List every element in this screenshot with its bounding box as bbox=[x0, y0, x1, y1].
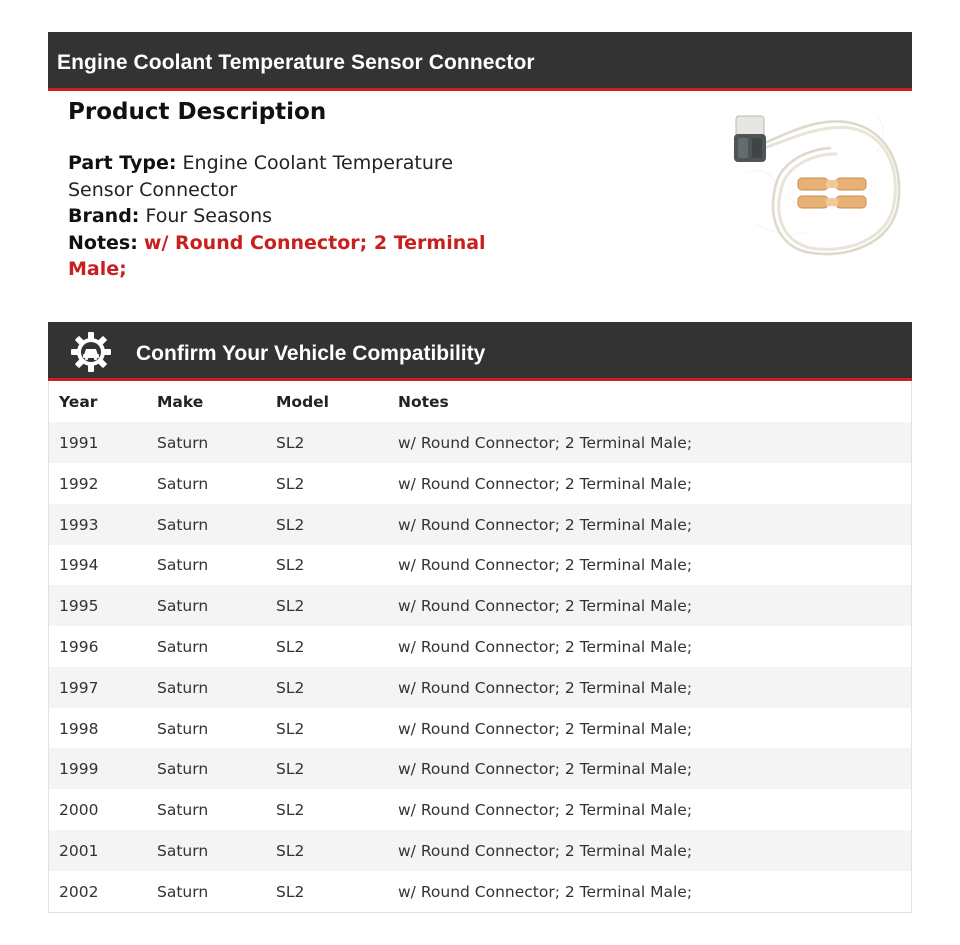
cell-notes: w/ Round Connector; 2 Terminal Male; bbox=[398, 678, 693, 697]
table-row bbox=[49, 667, 911, 708]
cell-model: SL2 bbox=[276, 556, 305, 575]
table-header-row bbox=[49, 381, 911, 422]
table-row bbox=[49, 544, 911, 585]
notes-label: Notes: bbox=[68, 231, 138, 254]
compatibility-bar bbox=[48, 322, 912, 381]
cell-model: SL2 bbox=[276, 678, 305, 697]
brand-line bbox=[68, 203, 488, 230]
column-header-make: Make bbox=[157, 393, 204, 411]
cell-make: Saturn bbox=[157, 638, 209, 656]
product-description bbox=[68, 96, 488, 283]
cell-model: SL2 bbox=[276, 760, 305, 779]
page-title: Engine Coolant Temperature Sensor Connector bbox=[57, 51, 535, 74]
cell-notes: w/ Round Connector; 2 Terminal Male; bbox=[398, 719, 693, 738]
cell-notes: w/ Round Connector; 2 Terminal Male; bbox=[398, 434, 693, 452]
table-row bbox=[49, 830, 911, 871]
cell-model: SL2 bbox=[276, 638, 305, 656]
cell-model: SL2 bbox=[276, 597, 305, 616]
part-type-value-cont: Sensor Connector bbox=[68, 178, 238, 201]
cell-year: 1991 bbox=[59, 434, 99, 452]
part-type-value: Engine Coolant Temperature bbox=[182, 152, 454, 174]
column-header-year: Year bbox=[59, 393, 98, 411]
table-row bbox=[49, 422, 911, 463]
table-row bbox=[49, 871, 911, 912]
notes-line-2 bbox=[68, 256, 488, 283]
brand-label: Brand: bbox=[68, 205, 140, 227]
cell-model: SL2 bbox=[276, 719, 305, 738]
cell-year: 1997 bbox=[59, 678, 99, 697]
cell-make: Saturn bbox=[157, 434, 209, 452]
cell-notes: w/ Round Connector; 2 Terminal Male; bbox=[398, 638, 693, 656]
notes-line bbox=[68, 230, 488, 257]
cell-model: SL2 bbox=[276, 434, 305, 452]
cell-year: 1995 bbox=[59, 597, 99, 616]
cell-notes: w/ Round Connector; 2 Terminal Male; bbox=[398, 515, 693, 534]
cell-make: Saturn bbox=[157, 515, 209, 534]
cell-year: 2002 bbox=[59, 882, 99, 901]
cell-year: 1994 bbox=[59, 556, 99, 575]
cell-year: 2001 bbox=[59, 842, 99, 860]
notes-value: w/ Round Connector; 2 Terminal bbox=[143, 231, 486, 254]
part-type-label: Part Type: bbox=[68, 152, 177, 174]
description-heading: Product Description bbox=[68, 99, 327, 125]
notes-value-cont: Male; bbox=[68, 258, 127, 280]
title-bar bbox=[48, 32, 912, 91]
column-header-model: Model bbox=[276, 393, 329, 411]
table-row bbox=[49, 463, 911, 504]
cell-make: Saturn bbox=[157, 474, 209, 493]
cell-make: Saturn bbox=[157, 678, 209, 697]
compatibility-title: Confirm Your Vehicle Compatibility bbox=[136, 342, 486, 365]
cell-model: SL2 bbox=[276, 515, 305, 534]
cell-year: 1993 bbox=[59, 515, 99, 534]
table-row bbox=[49, 789, 911, 830]
spec-list bbox=[68, 150, 488, 283]
part-type-line-2 bbox=[68, 177, 488, 204]
cell-year: 1998 bbox=[59, 719, 99, 738]
cell-model: SL2 bbox=[276, 801, 305, 820]
cell-notes: w/ Round Connector; 2 Terminal Male; bbox=[398, 556, 693, 575]
cell-notes: w/ Round Connector; 2 Terminal Male; bbox=[398, 597, 693, 616]
cell-make: Saturn bbox=[157, 597, 209, 616]
cell-make: Saturn bbox=[157, 801, 209, 820]
table-row bbox=[49, 504, 911, 545]
cell-year: 2000 bbox=[59, 801, 99, 820]
table-row bbox=[49, 748, 911, 789]
cell-make: Saturn bbox=[157, 719, 209, 738]
cell-notes: w/ Round Connector; 2 Terminal Male; bbox=[398, 474, 693, 493]
cell-notes: w/ Round Connector; 2 Terminal Male; bbox=[398, 842, 693, 860]
brand-value: Four Seasons bbox=[145, 205, 273, 227]
cell-model: SL2 bbox=[276, 474, 305, 493]
cell-make: Saturn bbox=[157, 556, 209, 575]
cell-make: Saturn bbox=[157, 760, 209, 779]
cell-notes: w/ Round Connector; 2 Terminal Male; bbox=[398, 801, 693, 820]
cell-notes: w/ Round Connector; 2 Terminal Male; bbox=[398, 760, 693, 779]
gear-car-icon bbox=[70, 331, 112, 373]
cell-year: 1999 bbox=[59, 760, 99, 779]
cell-notes: w/ Round Connector; 2 Terminal Male; bbox=[398, 882, 693, 901]
table-row bbox=[49, 626, 911, 667]
cell-model: SL2 bbox=[276, 842, 305, 860]
part-type-line bbox=[68, 150, 488, 177]
column-header-notes: Notes bbox=[398, 393, 449, 411]
table-row bbox=[49, 585, 911, 626]
cell-year: 1996 bbox=[59, 638, 99, 656]
compatibility-table bbox=[48, 381, 912, 913]
table-row bbox=[49, 708, 911, 749]
cell-make: Saturn bbox=[157, 882, 209, 901]
cell-make: Saturn bbox=[157, 842, 209, 860]
product-image bbox=[726, 104, 906, 260]
cell-model: SL2 bbox=[276, 882, 305, 901]
cell-year: 1992 bbox=[59, 474, 99, 493]
